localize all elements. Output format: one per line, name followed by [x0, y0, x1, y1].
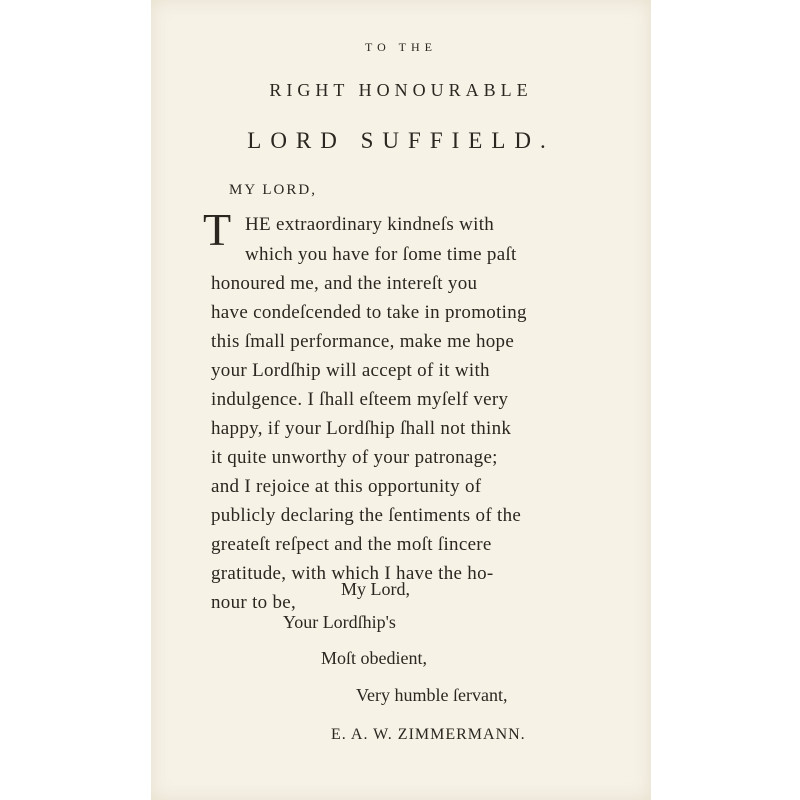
body-line-9: it quite unworthy of your patronage; [211, 447, 498, 468]
heading-lord-suffield: LORD SUFFIELD. [247, 128, 555, 153]
closing-most-obedient: Moſt obedient, [321, 648, 427, 668]
body-line-5: this ſmall performance, make me hope [211, 331, 515, 352]
body-line-8: happy, if your Lordſhip ſhall not think [211, 418, 512, 439]
book-page [151, 0, 651, 800]
closing-very-humble: Very humble ſervant, [356, 685, 508, 705]
body-line-1: HE extraordinary kindneſs with [245, 214, 495, 235]
closing-my-lord: My Lord, [341, 579, 410, 599]
closing-your-lordship: Your Lordſhip's [283, 612, 396, 632]
body-line-14: nour to be, [211, 592, 297, 613]
heading-to-the: TO THE [365, 40, 437, 54]
drop-cap: T [203, 204, 232, 255]
body-line-12: greateſt reſpect and the moſt ſincere [211, 534, 492, 555]
body-line-4: have condeſcended to take in promoting [211, 302, 527, 323]
heading-right-honourable: RIGHT HONOURABLE [269, 80, 533, 100]
body-line-3: honoured me, and the intereſt you [211, 273, 478, 294]
body-line-2: which you have for ſome time paſt [245, 244, 517, 265]
salutation: MY LORD, [229, 182, 317, 198]
body-line-11: publicly declaring the ſentiments of the [211, 505, 522, 526]
body-line-13: gratitude, with which I have the ho- [211, 563, 494, 584]
body-line-10: and I rejoice at this opportunity of [211, 476, 482, 497]
body-line-6: your Lordſhip will accept of it with [211, 360, 490, 381]
signature: E. A. W. ZIMMERMANN. [331, 726, 526, 743]
body-line-7: indulgence. I ſhall eſteem myſelf very [211, 389, 509, 410]
